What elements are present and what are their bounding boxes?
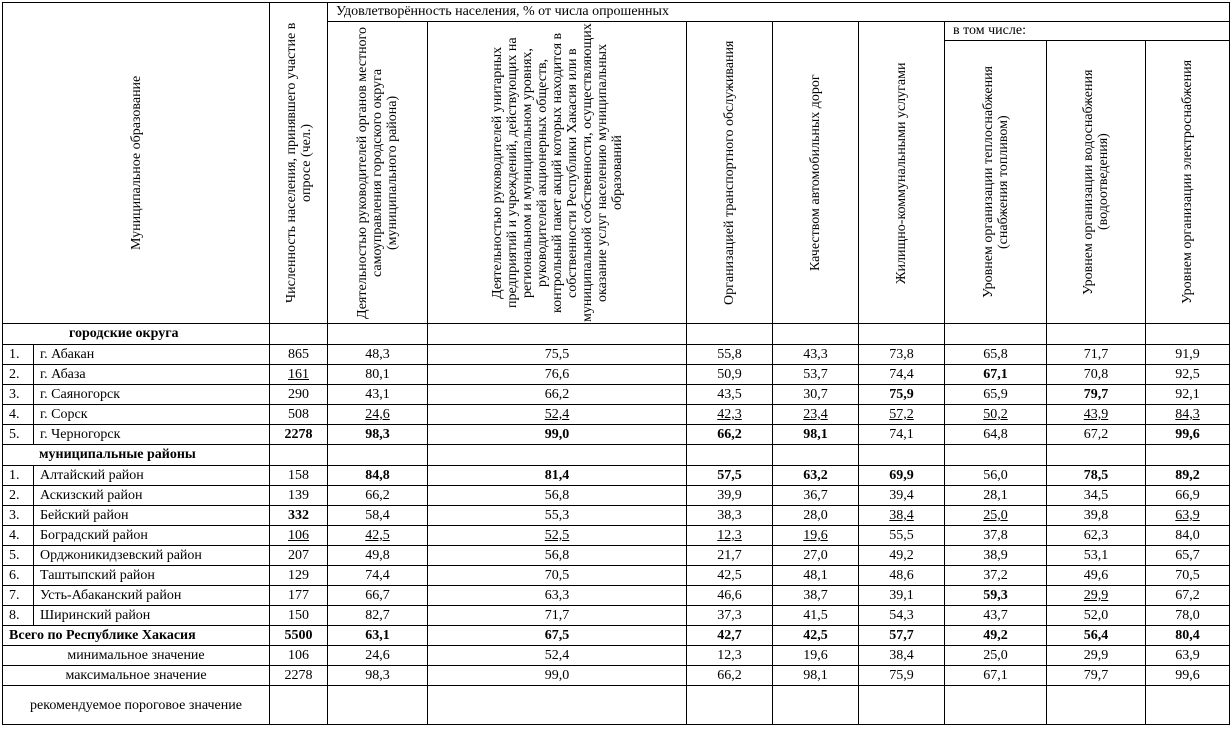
municipality-name: Таштыпский район <box>34 566 270 586</box>
total-value: 63,1 <box>328 626 428 646</box>
value-cell: 75,9 <box>859 385 945 405</box>
value-cell: 27,0 <box>773 546 859 566</box>
max-value: 67,1 <box>945 666 1047 686</box>
row-index: 3. <box>3 506 34 526</box>
value-cell: 84,0 <box>1146 526 1230 546</box>
col-header-c3: Организацией транспортного обслуживания <box>687 22 773 324</box>
value-cell: 57,2 <box>859 405 945 425</box>
value-cell: 71,7 <box>1047 345 1146 365</box>
value-cell: 78,5 <box>1047 466 1146 486</box>
including-header: в том числе: <box>945 22 1230 41</box>
value-cell: 70,5 <box>1146 566 1230 586</box>
population-cell: 207 <box>270 546 328 566</box>
value-cell: 37,8 <box>945 526 1047 546</box>
total-value: 56,4 <box>1047 626 1146 646</box>
max-value: 98,1 <box>773 666 859 686</box>
table-row <box>3 425 1230 445</box>
value-cell: 57,5 <box>687 466 773 486</box>
row-index: 5. <box>3 425 34 445</box>
value-cell: 48,3 <box>328 345 428 365</box>
value-cell: 66,2 <box>428 385 687 405</box>
value-cell: 39,1 <box>859 586 945 606</box>
max-value: 99,0 <box>428 666 687 686</box>
satisfaction-header: Удовлетворённость населения, % от числа опрошенных <box>328 3 1230 22</box>
value-cell: 59,3 <box>945 586 1047 606</box>
section-row-urban <box>3 324 1230 345</box>
value-cell: 52,4 <box>428 405 687 425</box>
row-index: 2. <box>3 365 34 385</box>
min-row <box>3 646 1230 666</box>
max-value: 79,7 <box>1047 666 1146 686</box>
value-cell: 74,1 <box>859 425 945 445</box>
population-cell: 508 <box>270 405 328 425</box>
value-cell: 38,9 <box>945 546 1047 566</box>
row-index: 7. <box>3 586 34 606</box>
section-label-urban: городские округа <box>3 324 270 345</box>
value-cell: 63,3 <box>428 586 687 606</box>
max-label: максимальное значение <box>3 666 270 686</box>
value-cell: 48,1 <box>773 566 859 586</box>
value-cell: 49,2 <box>859 546 945 566</box>
value-cell: 67,1 <box>945 365 1047 385</box>
value-cell: 36,7 <box>773 486 859 506</box>
municipality-name: Бейский район <box>34 506 270 526</box>
value-cell: 98,3 <box>328 425 428 445</box>
value-cell: 43,5 <box>687 385 773 405</box>
value-cell: 42,5 <box>687 566 773 586</box>
survey-table <box>2 2 1230 725</box>
min-value: 52,4 <box>428 646 687 666</box>
value-cell: 58,4 <box>328 506 428 526</box>
value-cell: 46,6 <box>687 586 773 606</box>
value-cell: 80,1 <box>328 365 428 385</box>
value-cell: 38,7 <box>773 586 859 606</box>
value-cell: 65,7 <box>1146 546 1230 566</box>
municipality-name: Ширинский район <box>34 606 270 626</box>
municipality-name: Боградский район <box>34 526 270 546</box>
value-cell: 12,3 <box>687 526 773 546</box>
value-cell: 70,8 <box>1047 365 1146 385</box>
municipality-header: Муниципальное образование <box>3 3 270 324</box>
table-row <box>3 586 1230 606</box>
value-cell: 64,8 <box>945 425 1047 445</box>
min-value: 38,4 <box>859 646 945 666</box>
value-cell: 98,1 <box>773 425 859 445</box>
table-row <box>3 506 1230 526</box>
value-cell: 69,9 <box>859 466 945 486</box>
col-header-c7: Уровнем организации водоснабжения (водоотведения) <box>1047 41 1146 324</box>
max-pop: 2278 <box>270 666 328 686</box>
value-cell: 66,9 <box>1146 486 1230 506</box>
row-index: 8. <box>3 606 34 626</box>
max-value: 98,3 <box>328 666 428 686</box>
row-index: 2. <box>3 486 34 506</box>
value-cell: 76,6 <box>428 365 687 385</box>
value-cell: 43,1 <box>328 385 428 405</box>
value-cell: 84,8 <box>328 466 428 486</box>
total-row <box>3 626 1230 646</box>
table-row <box>3 546 1230 566</box>
municipality-name: Усть-Абаканский район <box>34 586 270 606</box>
min-value: 25,0 <box>945 646 1047 666</box>
value-cell: 43,3 <box>773 345 859 365</box>
value-cell: 78,0 <box>1146 606 1230 626</box>
municipality-name: г. Черногорск <box>34 425 270 445</box>
min-label: минимальное значение <box>3 646 270 666</box>
table-row <box>3 486 1230 506</box>
value-cell: 55,8 <box>687 345 773 365</box>
population-cell: 139 <box>270 486 328 506</box>
value-cell: 42,3 <box>687 405 773 425</box>
value-cell: 82,7 <box>328 606 428 626</box>
min-value: 63,9 <box>1146 646 1230 666</box>
total-value: 57,7 <box>859 626 945 646</box>
table-row <box>3 566 1230 586</box>
municipality-name: г. Саяногорск <box>34 385 270 405</box>
value-cell: 99,0 <box>428 425 687 445</box>
value-cell: 56,8 <box>428 486 687 506</box>
max-value: 66,2 <box>687 666 773 686</box>
value-cell: 28,0 <box>773 506 859 526</box>
col-header-c2: Деятельностью руководителей унитарных предприятий и учреждений, действующих на региональном и муниципальном уровнях, руководителей акционерных обществ, контрольный пакет акций которых находится в собственности Республики Хакасия или в муниципальной собственности, осуществляющих оказание услуг населению муниципальных образований <box>428 22 687 324</box>
population-cell: 161 <box>270 365 328 385</box>
value-cell: 19,6 <box>773 526 859 546</box>
min-value: 19,6 <box>773 646 859 666</box>
total-value: 80,4 <box>1146 626 1230 646</box>
municipality-name: г. Абаза <box>34 365 270 385</box>
value-cell: 89,2 <box>1146 466 1230 486</box>
table-row <box>3 365 1230 385</box>
population-cell: 129 <box>270 566 328 586</box>
value-cell: 66,2 <box>328 486 428 506</box>
row-index: 4. <box>3 405 34 425</box>
value-cell: 66,7 <box>328 586 428 606</box>
population-cell: 106 <box>270 526 328 546</box>
value-cell: 70,5 <box>428 566 687 586</box>
value-cell: 73,8 <box>859 345 945 365</box>
value-cell: 25,0 <box>945 506 1047 526</box>
value-cell: 37,2 <box>945 566 1047 586</box>
value-cell: 29,9 <box>1047 586 1146 606</box>
value-cell: 42,5 <box>328 526 428 546</box>
value-cell: 49,6 <box>1047 566 1146 586</box>
population-header: Численность населения, принявшего участие в опросе (чел.) <box>270 3 328 324</box>
col-header-c6: Уровнем организации теплоснабжения (снабжения топливом) <box>945 41 1047 324</box>
col-header-c5: Жилищно-коммунальными услугами <box>859 22 945 324</box>
min-value: 24,6 <box>328 646 428 666</box>
municipality-name: г. Абакан <box>34 345 270 365</box>
max-value: 75,9 <box>859 666 945 686</box>
value-cell: 63,9 <box>1146 506 1230 526</box>
value-cell: 65,9 <box>945 385 1047 405</box>
value-cell: 28,1 <box>945 486 1047 506</box>
value-cell: 65,8 <box>945 345 1047 365</box>
table-row <box>3 606 1230 626</box>
value-cell: 63,2 <box>773 466 859 486</box>
threshold-label: рекомендуемое пороговое значение <box>3 686 270 725</box>
value-cell: 30,7 <box>773 385 859 405</box>
value-cell: 50,2 <box>945 405 1047 425</box>
value-cell: 99,6 <box>1146 425 1230 445</box>
population-cell: 865 <box>270 345 328 365</box>
value-cell: 38,3 <box>687 506 773 526</box>
table-row <box>3 466 1230 486</box>
value-cell: 55,3 <box>428 506 687 526</box>
min-pop: 106 <box>270 646 328 666</box>
row-index: 5. <box>3 546 34 566</box>
row-index: 3. <box>3 385 34 405</box>
value-cell: 53,7 <box>773 365 859 385</box>
value-cell: 81,4 <box>428 466 687 486</box>
value-cell: 41,5 <box>773 606 859 626</box>
threshold-row <box>3 686 1230 725</box>
value-cell: 39,9 <box>687 486 773 506</box>
population-cell: 158 <box>270 466 328 486</box>
table-row <box>3 345 1230 365</box>
value-cell: 48,6 <box>859 566 945 586</box>
value-cell: 67,2 <box>1146 586 1230 606</box>
col-header-c8: Уровнем организации электроснабжения <box>1146 41 1230 324</box>
value-cell: 71,7 <box>428 606 687 626</box>
value-cell: 62,3 <box>1047 526 1146 546</box>
table-row <box>3 405 1230 425</box>
min-value: 29,9 <box>1047 646 1146 666</box>
table-row <box>3 526 1230 546</box>
value-cell: 56,0 <box>945 466 1047 486</box>
value-cell: 34,5 <box>1047 486 1146 506</box>
value-cell: 56,8 <box>428 546 687 566</box>
municipality-name: г. Сорск <box>34 405 270 425</box>
value-cell: 79,7 <box>1047 385 1146 405</box>
value-cell: 54,3 <box>859 606 945 626</box>
population-cell: 2278 <box>270 425 328 445</box>
total-pop: 5500 <box>270 626 328 646</box>
value-cell: 91,9 <box>1146 345 1230 365</box>
value-cell: 24,6 <box>328 405 428 425</box>
section-row-districts <box>3 445 1230 466</box>
municipality-name: Алтайский район <box>34 466 270 486</box>
value-cell: 67,2 <box>1047 425 1146 445</box>
row-index: 6. <box>3 566 34 586</box>
value-cell: 21,7 <box>687 546 773 566</box>
value-cell: 50,9 <box>687 365 773 385</box>
section-label-districts: муниципальные районы <box>3 445 270 466</box>
value-cell: 92,5 <box>1146 365 1230 385</box>
value-cell: 66,2 <box>687 425 773 445</box>
row-index: 4. <box>3 526 34 546</box>
value-cell: 55,5 <box>859 526 945 546</box>
min-value: 12,3 <box>687 646 773 666</box>
population-cell: 150 <box>270 606 328 626</box>
value-cell: 75,5 <box>428 345 687 365</box>
value-cell: 52,5 <box>428 526 687 546</box>
municipality-name: Орджоникидзевский район <box>34 546 270 566</box>
value-cell: 23,4 <box>773 405 859 425</box>
max-row <box>3 666 1230 686</box>
population-cell: 290 <box>270 385 328 405</box>
value-cell: 74,4 <box>859 365 945 385</box>
value-cell: 49,8 <box>328 546 428 566</box>
col-header-c1: Деятельностью руководителей органов местного самоуправления городского округа (муниципального района) <box>328 22 428 324</box>
row-index: 1. <box>3 466 34 486</box>
total-value: 42,5 <box>773 626 859 646</box>
municipality-name: Аскизский район <box>34 486 270 506</box>
value-cell: 92,1 <box>1146 385 1230 405</box>
value-cell: 37,3 <box>687 606 773 626</box>
total-value: 67,5 <box>428 626 687 646</box>
value-cell: 39,4 <box>859 486 945 506</box>
value-cell: 38,4 <box>859 506 945 526</box>
total-label: Всего по Республике Хакасия <box>3 626 270 646</box>
value-cell: 52,0 <box>1047 606 1146 626</box>
max-value: 99,6 <box>1146 666 1230 686</box>
total-value: 42,7 <box>687 626 773 646</box>
population-cell: 177 <box>270 586 328 606</box>
total-value: 49,2 <box>945 626 1047 646</box>
value-cell: 53,1 <box>1047 546 1146 566</box>
population-cell: 332 <box>270 506 328 526</box>
value-cell: 84,3 <box>1146 405 1230 425</box>
value-cell: 74,4 <box>328 566 428 586</box>
table-row <box>3 385 1230 405</box>
value-cell: 43,9 <box>1047 405 1146 425</box>
value-cell: 43,7 <box>945 606 1047 626</box>
col-header-c4: Качеством автомобильных дорог <box>773 22 859 324</box>
row-index: 1. <box>3 345 34 365</box>
value-cell: 39,8 <box>1047 506 1146 526</box>
